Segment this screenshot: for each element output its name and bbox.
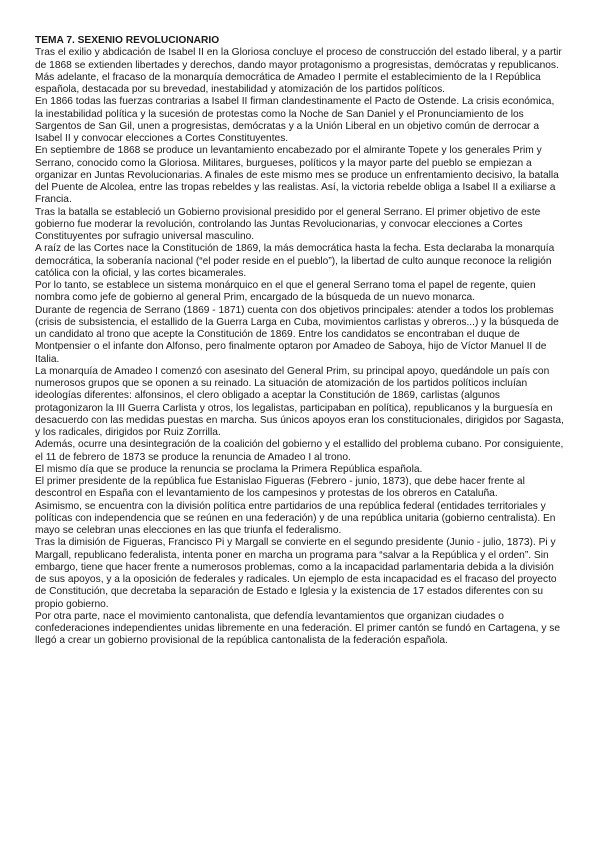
document-page [35,35,565,648]
paragraph-regencia: Por lo tanto, se establece un sistema monárquico en el que el general Serrano toma el papel de regente, quien nombra como jefe de gobierno al general Prim, encargado de la búsqueda de un nuevo monarca. [35,280,536,304]
paragraph-constitucion-1869: A raíz de las Cortes nace la Constitución de 1869, la más democrática hasta la fecha. Esta declaraba la monarquía democrática, la soberanía nacional (“el poder reside en el pueblo”), la libertad de culto aunque reconoce la religión católica con la oficial, y las cortes bicamerales. [35,243,555,279]
paragraph-division-politica: Asimismo, se encuentra con la división política entre partidarios de una república federal (entidades territoriales y políticas con independencia que se reúnen en una federación) y de una república unitaria (gobierno centralista). En mayo se celebran unas elecciones en las que triunfa el federalismo. [35,500,556,536]
paragraph-regencia-serrano: Durante de regencia de Serrano (1869 - 1871) cuenta con dos objetivos principales: atender a todos los problemas (crisis de subsistencia, el estallido de la Guerra Larga en Cuba, movimientos carlistas y obreros...) y la búsqueda de un candidato al trono que acepte la Constitución de 1869. Entre los candidatos se encontraban el duque de Montpensier o el infante don Alfonso, pero finalmente optaron por Amadeo de Saboya, hijo de Víctor Manuel II de Italia. [35,304,559,365]
paragraph-gobierno-provisional: Tras la batalla se estableció un Gobierno provisional presidido por el general Serrano. El primer objetivo de este gobierno fue moderar la revolución, controlando las Juntas Revolucionarias, y convocar elecciones a Cortes Constituyentes por sufragio universal masculino. [35,206,541,242]
paragraph-renuncia: Además, ocurre una desintegración de la coalición del gobierno y el estallido del problema cubano. Por consiguiente, el 11 de febrero de 1873 se produce la renuncia de Amadeo I al trono. [35,439,564,463]
document-title: TEMA 7. SEXENIO REVOLUCIONARIO [35,35,220,46]
paragraph-amadeo: La monarquía de Amadeo I comenzó con asesinato del General Prim, su principal apoyo, quedándole un país con numerosos grupos que se oponen a su reinado. La situación de atomización de los partidos políticos incluían ideologías diferentes: alfonsinos, el clero obligado a aceptar la Constitución de 1869, carlistas (algunos protagonizaron la III Guerra Carlista y otros, los legalistas, participaban en política), republicanos y la burguesía en desacuerdo con las medidas puestas en marcha. Sus únicos apoyos eran los constitucionales, dirigidos por Sagasta, y los radicales, dirigidos por Ruiz Zorrilla. [35,365,564,438]
paragraph-figueras: El primer presidente de la república fue Estanislao Figueras (Febrero - junio, 1873), que debe hacer frente al descontrol en España con el levantamiento de los campesinos y protestas de los obreros en Cataluña. [35,476,525,500]
paragraph-republica: El mismo día que se produce la renuncia se proclama la Primera República española. [35,463,423,475]
paragraph-gloriosa: En septiembre de 1868 se produce un levantamiento encabezado por el almirante Topete y los generales Prim y Serrano, conocido como la Gloriosa. Militares, burgueses, políticos y la mayor parte del pueblo se empiezan a organizar en Juntas Revolucionarias. A finales de este mismo mes se produce un enfrentamiento decisivo, la batalla del Puente de Alcolea, entre las tropas rebeldes y las realistas. Así, la victoria rebelde obliga a Isabel II a exiliarse a Francia. [35,145,559,206]
paragraph-intro: Tras el exilio y abdicación de Isabel II en la Gloriosa concluye el proceso de construcción del estado liberal, y a partir de 1868 se extienden libertades y derechos, dando mayor protagonismo a progresistas, demócratas y republicanos. Más adelante, el fracaso de la monarquía democrática de Amadeo I permite el establecimiento de la I República española, destacada por su brevedad, inestabilidad y atomización de los partidos políticos. [35,47,562,95]
paragraph-cantonalismo: Por otra parte, nace el movimiento cantonalista, que defendía levantamientos que organizan ciudades o confederaciones independientes unidas libremente en una federación. El primer cantón se fundó en Cartagena, y se llegó a crear un gobierno provisional de la república cantonalista de la federación española. [35,610,560,647]
paragraph-pacto-ostende: En 1866 todas las fuerzas contrarias a Isabel II firman clandestinamente el Pacto de Ostende. La crisis económica, la inestabilidad política y la sucesión de protestas como la Noche de San Daniel y el Pronunciamiento de los Sargentos de San Gil, unen a progresistas, demócratas y a la Unión Liberal en un objetivo común de derrocar a Isabel II y convocar elecciones a Cortes Constituyentes. [35,96,555,144]
paragraph-pi-margall: Tras la dimisión de Figueras, Francisco Pi y Margall se convierte en el segundo presidente (Junio - julio, 1873). Pi y Margall, republicano federalista, intenta poner en marcha un programa para “salvar a la República y el orden”. Sin embargo, tiene que hacer frente a numerosos problemas, como a la incapacidad parlamentaria debida a la división de sus apoyos, y a la oposición de federales y radicales. Un ejemplo de esta incapacidad es el fracaso del proyecto de Constitución, que decretaba la separación de Estado e Iglesia y la existencia de 17 estados diferentes con su propio gobierno. [35,537,557,610]
